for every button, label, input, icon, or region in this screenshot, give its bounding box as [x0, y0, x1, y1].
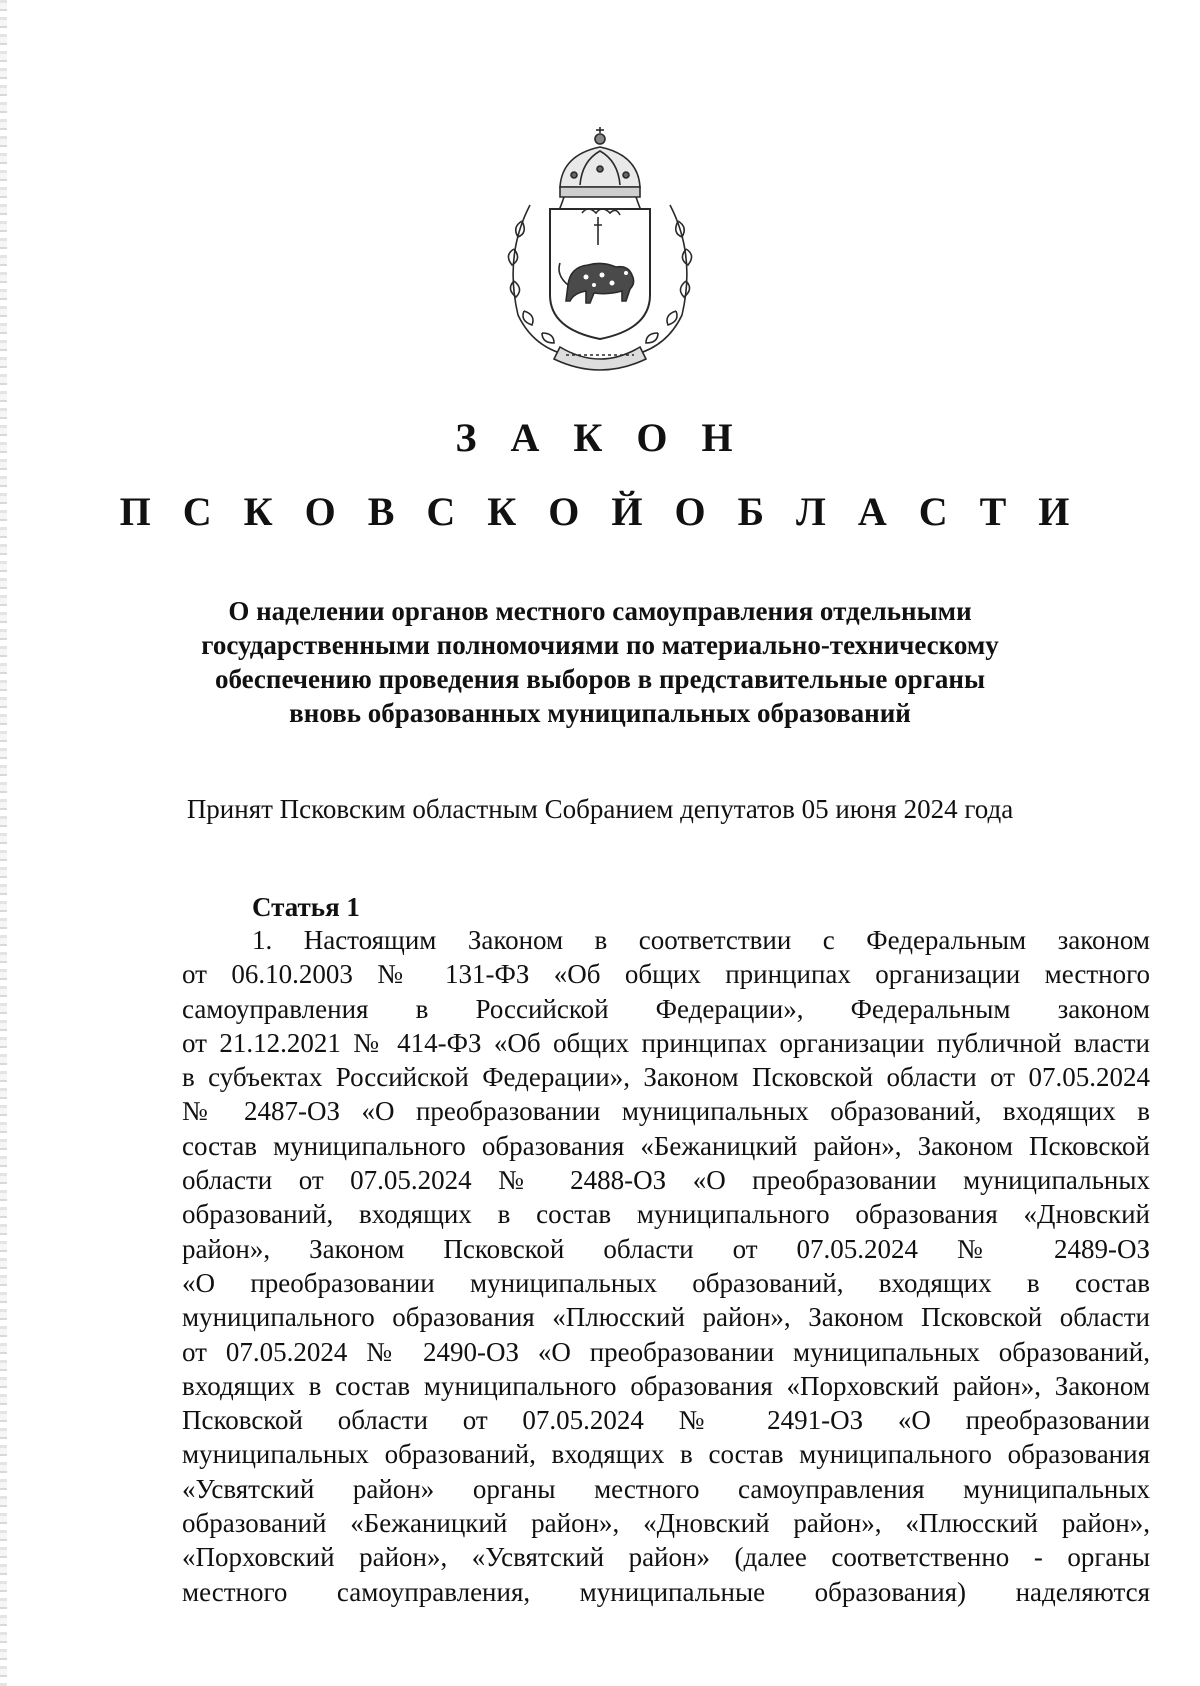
body-line: состав муниципального образования «Бежаницкий район», Законом Псковской: [182, 1130, 1150, 1161]
article-heading: Статья 1: [252, 892, 360, 922]
body-line: образований «Бежаницкий район», «Дновский район», «Плюсский район»,: [182, 1508, 1150, 1539]
body-line: области от 07.05.2024 № 2488-ОЗ «О преобразовании муниципальных: [182, 1165, 1150, 1196]
article-body: [182, 923, 1150, 1609]
body-line: «О преобразовании муниципальных образований, входящих в состав: [182, 1267, 1150, 1298]
body-line: входящих в состав муниципального образования «Порховский район», Законом: [182, 1370, 1150, 1401]
body-line: 1. Настоящим Законом в соответствии с Федеральным законом: [252, 925, 1150, 955]
body-line: в субъектах Российской Федерации», Законом Псковской области от 07.05.2024: [182, 1062, 1150, 1093]
law-heading-line: государственными полномочиями по материально-техническому: [201, 630, 999, 660]
body-line: «Порховский район», «Усвятский район» (далее соответственно - органы: [182, 1542, 1150, 1573]
body-line: от 21.12.2021 № 414-ФЗ «Об общих принципах организации публичной власти: [182, 1027, 1150, 1058]
law-heading-line: обеспечению проведения выборов в представительные органы: [214, 664, 986, 694]
pskov-region-coat-of-arms-icon: [490, 125, 710, 375]
body-line: муниципального образования «Плюсский район», Законом Псковской области: [182, 1302, 1150, 1333]
body-line: № 2487-ОЗ «О преобразовании муниципальных образований, входящих в: [182, 1096, 1150, 1127]
body-line: район», Законом Псковской области от 07.05.2024 № 2489-ОЗ: [182, 1233, 1150, 1264]
law-title: З А К О Н: [455, 415, 745, 460]
body-line: самоуправления в Российской Федерации», Федеральным законом: [182, 993, 1150, 1024]
body-line: «Усвятский район» органы местного самоуправления муниципальных: [182, 1473, 1150, 1504]
adoption-statement: Принят Псковским областным Собранием депутатов 05 июня 2024 года: [186, 794, 1014, 824]
law-subtitle: П С К О В С К О Й О Б Л А С Т И: [119, 489, 1081, 534]
body-line: муниципальных образований, входящих в состав муниципального образования: [182, 1439, 1150, 1470]
law-heading-line: О наделении органов местного самоуправления отдельными: [228, 596, 972, 626]
body-line: местного самоуправления, муниципальные образования) наделяются: [182, 1576, 1150, 1607]
law-heading: [200, 594, 1000, 730]
scan-edge: [0, 0, 7, 1686]
law-heading-line: вновь образованных муниципальных образований: [289, 698, 911, 728]
body-line: образований, входящих в состав муниципального образования «Дновский: [182, 1199, 1150, 1230]
body-line: от 06.10.2003 № 131-ФЗ «Об общих принципах организации местного: [182, 959, 1150, 990]
body-line: Псковской области от 07.05.2024 № 2491-ОЗ «О преобразовании: [182, 1405, 1150, 1436]
body-line: от 07.05.2024 № 2490-ОЗ «О преобразовании муниципальных образований,: [182, 1336, 1150, 1367]
